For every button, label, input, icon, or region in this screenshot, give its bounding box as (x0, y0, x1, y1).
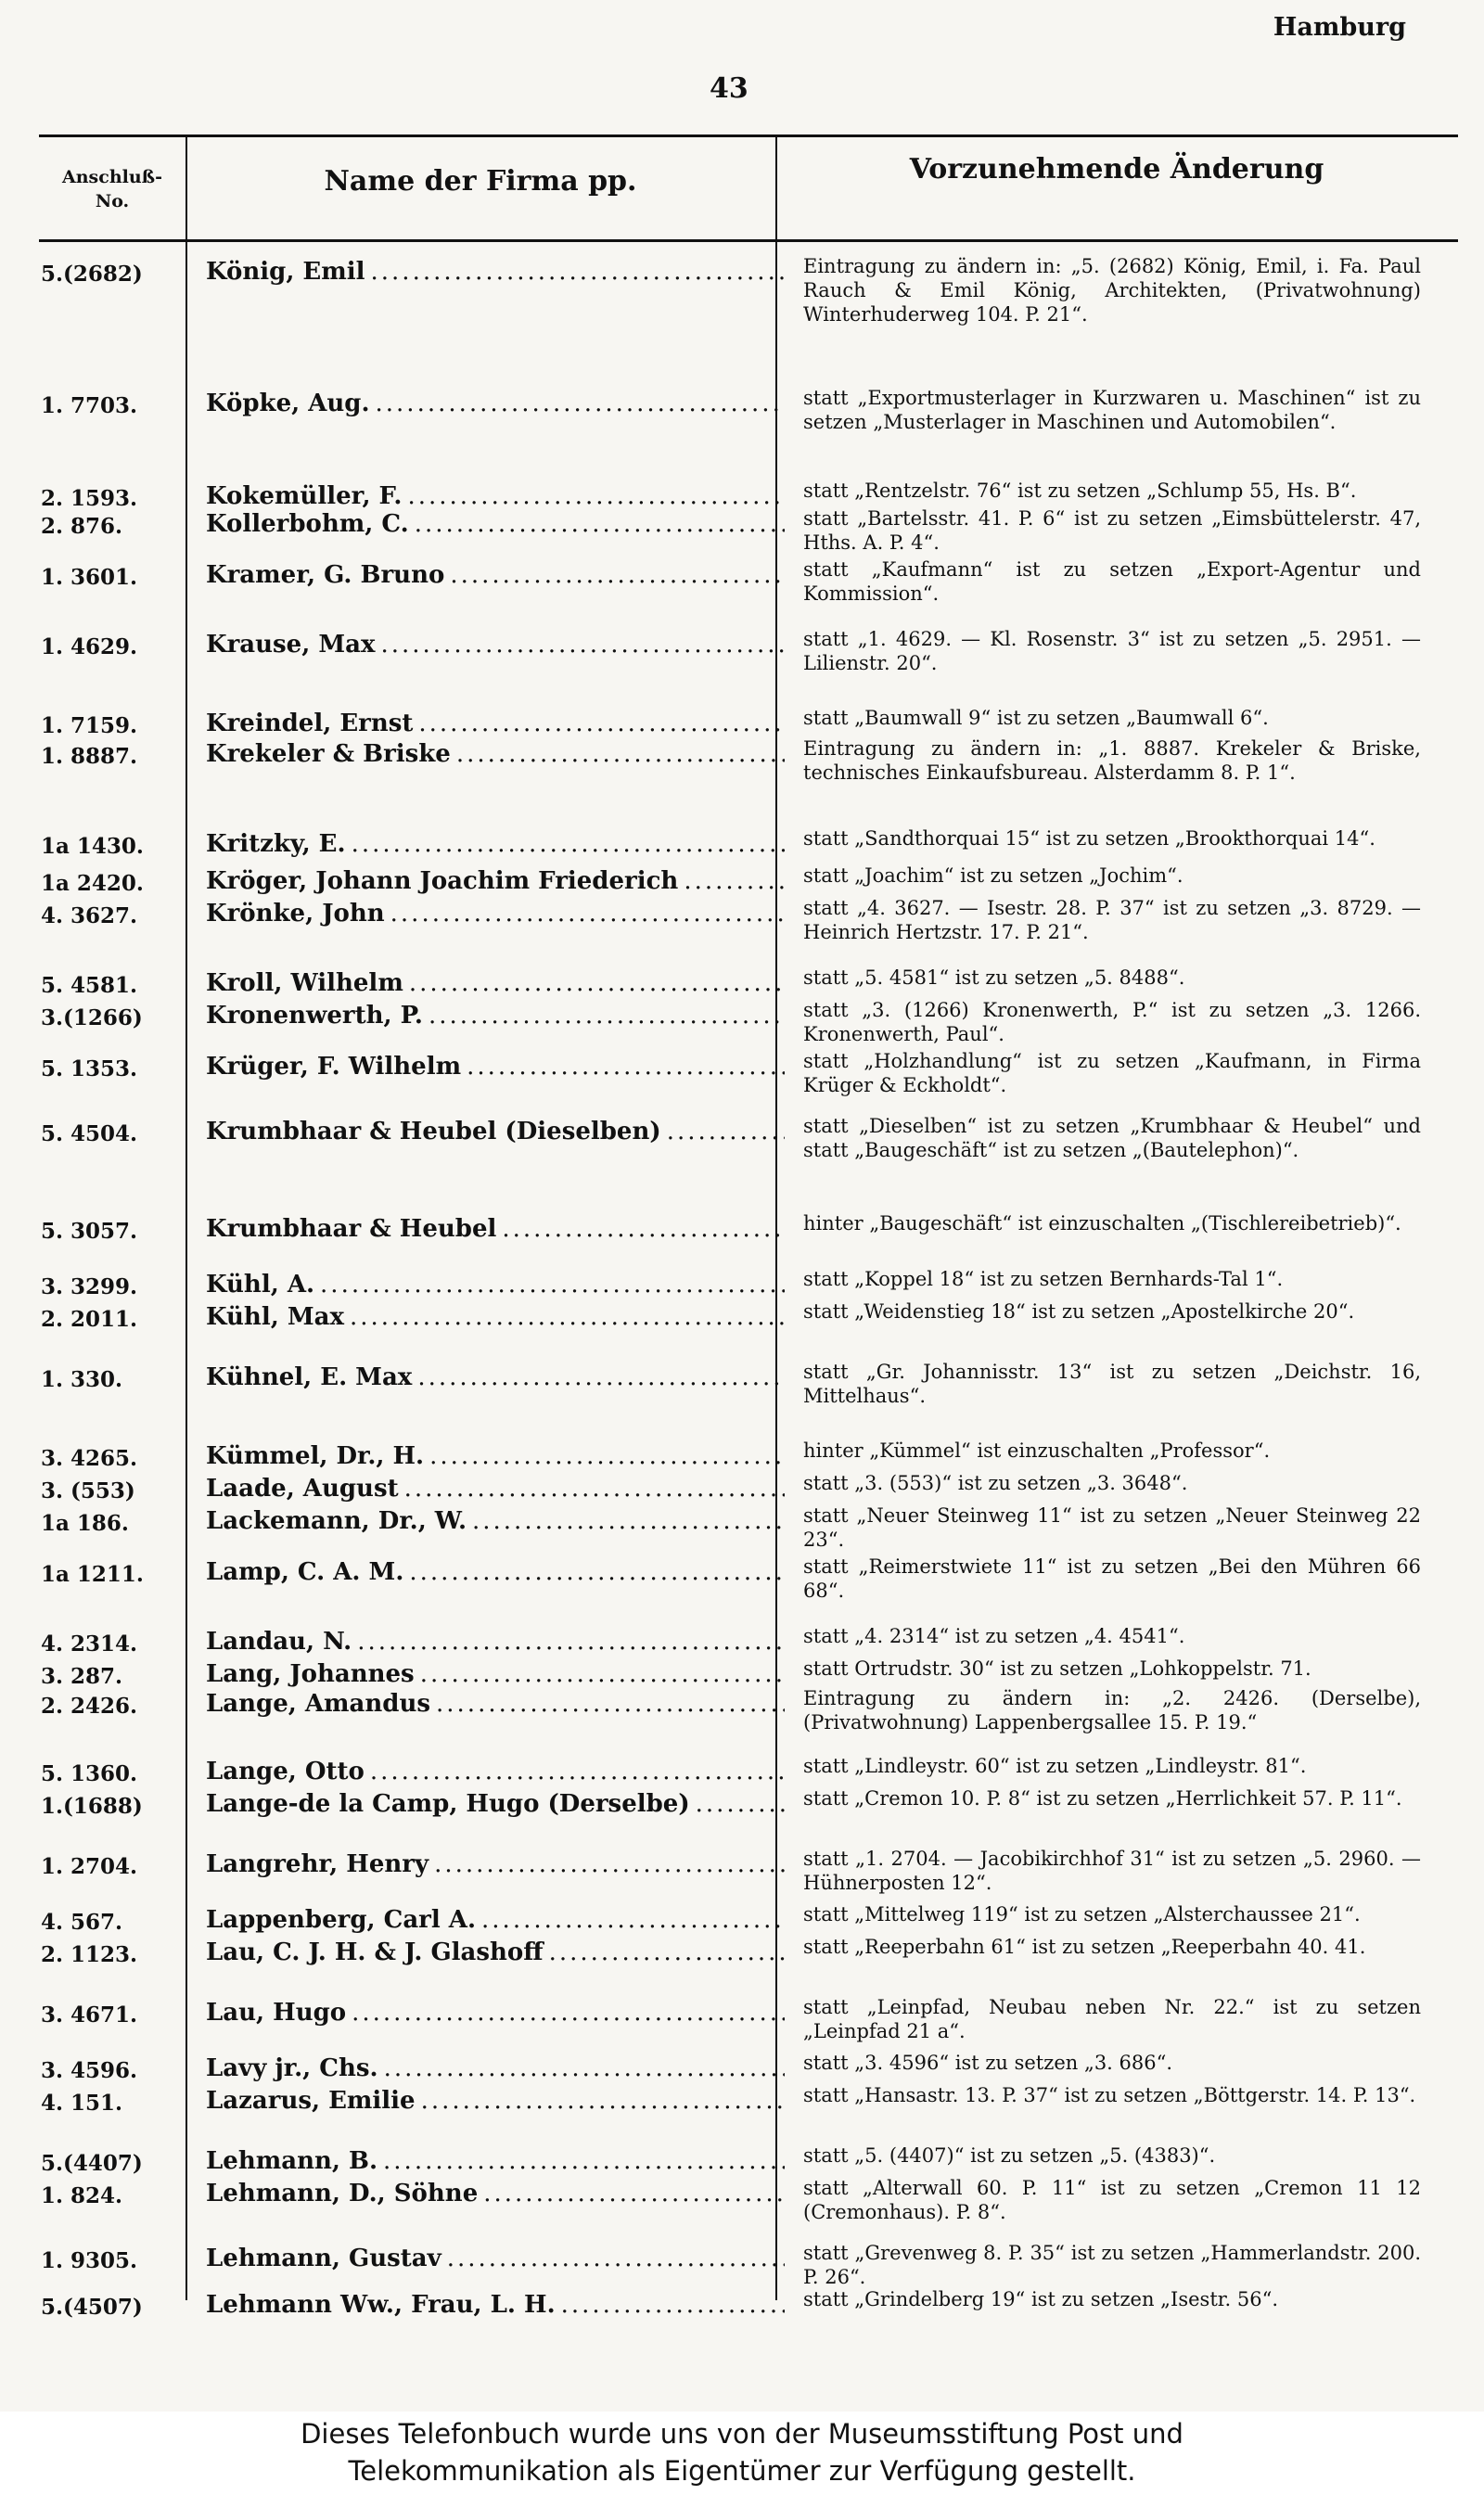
entry-name: Lange, Amandus (206, 1690, 436, 1718)
entry-name-cell (206, 1906, 785, 1934)
entry-name-cell (206, 867, 785, 895)
entry-change: statt „Leinpfad, Neubau neben Nr. 22.“ ist zu setzen „Leinpfad 21 a“. (803, 1996, 1421, 2042)
entry-name: Lavy jr., Chs. (206, 2054, 384, 2082)
entry-name-cell (206, 2245, 785, 2272)
entry-number: 4. 151. (41, 2091, 123, 2116)
entry-number: 3.(1266) (41, 1005, 143, 1030)
entry-change: Eintragung zu ändern in: „2. 2426. (Derselbe), (Privatwohnung) Lappenbergsallee 15. P. 19.“ (803, 1687, 1421, 1734)
entry-name: Lamp, C. A. M. (206, 1558, 409, 1586)
entry-number: 5.(2682) (41, 262, 143, 287)
footer-line-1: Dieses Telefonbuch wurde uns von der Museumsstiftung Post und (301, 2418, 1183, 2450)
entry-name-cell (206, 1475, 785, 1503)
entry-name-cell (206, 390, 785, 417)
entry-name: Köpke, Aug. (206, 390, 376, 417)
entry-number: 5. 3057. (41, 1219, 138, 1244)
entry-number: 2. 1123. (41, 1942, 138, 1967)
entry-change: statt „Bartelsstr. 41. P. 6“ ist zu setzen „Eimsbüttelerstr. 47, Hths. A. P. 4“. (803, 507, 1421, 554)
entry-number: 3. 4596. (41, 2058, 138, 2083)
entry-name-cell (206, 1442, 785, 1470)
entry-number: 2. 876. (41, 514, 123, 539)
entry-number: 4. 3627. (41, 903, 138, 928)
entry-number: 1.(1688) (41, 1794, 143, 1819)
entry-number: 5. 1353. (41, 1056, 138, 1081)
entry-name-cell (206, 258, 785, 286)
entry-name: König, Emil (206, 258, 371, 286)
entry-name: Laade, August (206, 1475, 404, 1503)
entry-change: statt „1. 2704. — Jacobikirchhof 31“ ist zu setzen „5. 2960. — Hühnerposten 12“. (803, 1848, 1421, 1894)
entry-change: hinter „Kümmel“ ist einzuschalten „Professor“. (803, 1439, 1271, 1462)
entry-change: statt „Grindelberg 19“ ist zu setzen „Isestr. 56“. (803, 2288, 1278, 2310)
entry-number: 3. 4265. (41, 1446, 138, 1471)
entry-name: Lange-de la Camp, Hugo (Derselbe) (206, 1790, 696, 1818)
entry-name: Kühnel, E. Max (206, 1363, 417, 1391)
entry-name: Lehmann Ww., Frau, L. H. (206, 2291, 561, 2319)
entry-name: Kritzky, E. (206, 830, 352, 858)
entry-change: statt „Kaufmann“ ist zu setzen „Export-Agentur und Kommission“. (803, 558, 1421, 605)
entry-change: statt „Grevenweg 8. P. 35“ ist zu setzen „Hammerlandstr. 200. P. 26“. (803, 2242, 1421, 2288)
entry-name: Kreindel, Ernst (206, 710, 418, 737)
entry-name-cell (206, 1850, 785, 1878)
entry-name: Krause, Max (206, 631, 380, 659)
header-change: Vorzunehmende Änderung (909, 153, 1324, 186)
entry-number: 2. 1593. (41, 486, 138, 511)
entry-name-cell (206, 1938, 785, 1966)
header-name: Name der Firma pp. (324, 165, 637, 198)
entry-name: Kröger, Johann Joachim Friederich (206, 867, 684, 895)
entry-number: 5. 4504. (41, 1121, 138, 1146)
entry-name: Lazarus, Emilie (206, 2087, 421, 2115)
entry-change: statt „Reeperbahn 61“ ist zu setzen „Reeperbahn 40. 41. (803, 1936, 1366, 1958)
entry-change: statt „4. 2314“ ist zu setzen „4. 4541“. (803, 1625, 1185, 1647)
entry-change: statt „Holzhandlung“ ist zu setzen „Kaufmann, in Firma Krüger & Eckholdt“. (803, 1050, 1421, 1096)
entry-change: statt „Exportmusterlager in Kurzwaren u. Maschinen“ ist zu setzen „Musterlager in Maschinen und Automobilen“. (803, 387, 1421, 433)
entry-name: Krönke, John (206, 900, 390, 928)
entry-name-cell (206, 900, 785, 928)
entry-name-cell (206, 740, 785, 768)
entry-name: Kramer, G. Bruno (206, 561, 450, 589)
entry-name: Lehmann, D., Söhne (206, 2180, 483, 2207)
entry-number: 5.(4507) (41, 2295, 143, 2320)
entry-name-cell (206, 1790, 785, 1818)
entry-change: statt „Weidenstieg 18“ ist zu setzen „Apostelkirche 20“. (803, 1300, 1355, 1323)
entry-change: statt „Sandthorquai 15“ ist zu setzen „Brookthorquai 14“. (803, 827, 1375, 850)
entry-name-cell (206, 830, 785, 858)
entry-change: statt „Hansastr. 13. P. 37“ ist zu setzen „Böttgerstr. 14. P. 13“. (803, 2084, 1416, 2106)
entry-name-cell (206, 1558, 785, 1586)
entry-name-cell (206, 1118, 785, 1145)
entry-change: statt „Reimerstwiete 11“ ist zu setzen „Bei den Mühren 66 68“. (803, 1555, 1421, 1602)
entry-name: Kokemüller, F. (206, 482, 407, 510)
entry-change: statt „3. (1266) Kronenwerth, P.“ ist zu setzen „3. 1266. Kronenwerth, Paul“. (803, 999, 1421, 1045)
entry-name-cell (206, 2054, 785, 2082)
page-number: 43 (710, 72, 748, 105)
entry-change: statt „5. (4407)“ ist zu setzen „5. (4383)“. (803, 2144, 1216, 2167)
entry-change: Eintragung zu ändern in: „1. 8887. Krekeler & Briske, technisches Einkaufsbureau. Alsterdamm 8. P. 1“. (803, 737, 1421, 784)
entry-name-cell (206, 1690, 785, 1718)
entry-number: 1a 186. (41, 1511, 129, 1536)
entry-name-cell (206, 482, 785, 510)
entry-name-cell (206, 2291, 785, 2319)
entry-number: 1. 7703. (41, 393, 138, 418)
entry-name: Kroll, Wilhelm (206, 969, 409, 997)
entry-number: 1. 3601. (41, 565, 138, 590)
entry-change: statt „Lindleystr. 60“ ist zu setzen „Lindleystr. 81“. (803, 1755, 1307, 1777)
footer-notice (0, 2412, 1484, 2495)
entry-change: statt „Dieselben“ ist zu setzen „Krumbhaar & Heubel“ und statt „Baugeschäft“ ist zu setzen „(Bautelephon)“. (803, 1115, 1421, 1161)
entry-name: Langrehr, Henry (206, 1850, 434, 1878)
entry-number: 4. 2314. (41, 1631, 138, 1657)
entry-change: statt „Joachim“ ist zu setzen „Jochim“. (803, 864, 1183, 887)
entry-change: statt „4. 3627. — Isestr. 28. P. 37“ ist zu setzen „3. 8729. — Heinrich Hertzstr. 17. P. 21“. (803, 897, 1421, 943)
entry-number: 1. 330. (41, 1367, 123, 1392)
entry-change: statt „Mittelweg 119“ ist zu setzen „Alsterchaussee 21“. (803, 1903, 1361, 1926)
entry-name-cell (206, 1628, 785, 1656)
entry-name-cell (206, 1303, 785, 1331)
entry-name-cell (206, 1215, 785, 1243)
entry-name-cell (206, 631, 785, 659)
entry-change: statt „3. (553)“ ist zu setzen „3. 3648“. (803, 1472, 1188, 1494)
entry-name-cell (206, 1999, 785, 2027)
entry-number: 1a 1211. (41, 1562, 144, 1587)
entry-number: 2. 2426. (41, 1694, 138, 1719)
entry-number: 1. 8887. (41, 744, 138, 769)
entry-name: Krekeler & Briske (206, 740, 456, 768)
entry-number: 2. 2011. (41, 1307, 138, 1332)
entry-name: Lau, Hugo (206, 1999, 352, 2027)
entry-name-cell (206, 1660, 785, 1688)
entry-number: 5. 1360. (41, 1761, 138, 1786)
entry-name-cell (206, 1002, 785, 1030)
entry-name-cell (206, 1363, 785, 1391)
entry-name-cell (206, 510, 785, 538)
entry-number: 1. 7159. (41, 713, 138, 738)
entry-name: Kühl, Max (206, 1303, 350, 1331)
entry-change: statt „3. 4596“ ist zu setzen „3. 686“. (803, 2052, 1173, 2074)
entry-change: statt „Baumwall 9“ ist zu setzen „Baumwall 6“. (803, 707, 1269, 729)
entry-change: statt Ortrudstr. 30“ ist zu setzen „Lohkoppelstr. 71. (803, 1657, 1311, 1680)
entry-name: Kümmel, Dr., H. (206, 1442, 429, 1470)
entry-name-cell (206, 1053, 785, 1081)
entry-name: Kühl, A. (206, 1271, 320, 1299)
entry-name-cell (206, 2147, 785, 2175)
city-heading: Hamburg (1273, 13, 1406, 42)
entry-number: 1. 824. (41, 2183, 123, 2208)
entry-name-cell (206, 1758, 785, 1785)
entry-name: Lehmann, B. (206, 2147, 383, 2175)
entry-change: statt „Gr. Johannisstr. 13“ ist zu setzen „Deichstr. 16, Mittelhaus“. (803, 1361, 1421, 1407)
entry-change: statt „Rentzelstr. 76“ ist zu setzen „Schlump 55, Hs. B“. (803, 480, 1357, 502)
entry-name: Krüger, F. Wilhelm (206, 1053, 467, 1081)
column-divider-number (186, 134, 187, 2300)
entry-number: 4. 567. (41, 1910, 123, 1935)
footer-line-2: Telekommunikation als Eigentümer zur Verfügung gestellt. (348, 2455, 1136, 2487)
entry-number: 1a 2420. (41, 871, 144, 896)
entry-name: Lehmann, Gustav (206, 2245, 447, 2272)
entry-name: Lappenberg, Carl A. (206, 1906, 481, 1934)
entry-change: statt „Neuer Steinweg 11“ ist zu setzen „Neuer Steinweg 22 23“. (803, 1504, 1421, 1551)
entry-change: statt „Alterwall 60. P. 11“ ist zu setzen „Cremon 11 12 (Cremonhaus). P. 8“. (803, 2177, 1421, 2223)
entry-name-cell (206, 710, 785, 737)
entry-name: Landau, N. (206, 1628, 357, 1656)
entry-name-cell (206, 561, 785, 589)
entry-change: statt „Cremon 10. P. 8“ ist zu setzen „Herrlichkeit 57. P. 11“. (803, 1787, 1402, 1810)
entry-name: Lau, C. J. H. & J. Glashoff (206, 1938, 549, 1966)
entry-number: 5. 4581. (41, 973, 138, 998)
entry-name-cell (206, 2087, 785, 2115)
entry-name: Lackemann, Dr., W. (206, 1507, 472, 1535)
entry-number: 3. (553) (41, 1478, 135, 1503)
entry-name: Lang, Johannes (206, 1660, 420, 1688)
entry-number: 3. 287. (41, 1664, 123, 1689)
entry-change: statt „Koppel 18“ ist zu setzen Bernhards-Tal 1“. (803, 1268, 1284, 1290)
table-top-rule (39, 134, 1458, 137)
entry-number: 1. 2704. (41, 1854, 138, 1879)
entry-number: 1. 9305. (41, 2248, 138, 2273)
entry-name: Kollerbohm, C. (206, 510, 415, 538)
entry-number: 3. 4671. (41, 2002, 138, 2028)
entry-name-cell (206, 969, 785, 997)
entry-name-cell (206, 1507, 785, 1535)
entry-change: statt „5. 4581“ ist zu setzen „5. 8488“. (803, 966, 1185, 989)
header-number-text: Anschluß- No. (62, 167, 162, 211)
entry-change: Eintragung zu ändern in: „5. (2682) König, Emil, i. Fa. Paul Rauch & Emil König, Architekten, (Privatwohnung) Winterhuderweg 104. P. 21“. (803, 255, 1421, 326)
entry-number: 1. 4629. (41, 634, 138, 659)
entry-number: 5.(4407) (41, 2151, 143, 2176)
entry-name: Lange, Otto (206, 1758, 370, 1785)
entry-name: Krumbhaar & Heubel (Dieselben) (206, 1118, 667, 1145)
entry-name: Kronenwerth, P. (206, 1002, 429, 1030)
entry-number: 3. 3299. (41, 1274, 138, 1299)
entry-name: Krumbhaar & Heubel (206, 1215, 502, 1243)
entry-change: hinter „Baugeschäft“ ist einzuschalten „(Tischlereibetrieb)“. (803, 1212, 1401, 1235)
header-number (39, 165, 186, 213)
entry-name-cell (206, 2180, 785, 2207)
table-header-rule (39, 239, 1458, 242)
entry-number: 1a 1430. (41, 834, 144, 859)
entry-name-cell (206, 1271, 785, 1299)
entry-change: statt „1. 4629. — Kl. Rosenstr. 3“ ist zu setzen „5. 2951. — Lilienstr. 20“. (803, 628, 1421, 674)
